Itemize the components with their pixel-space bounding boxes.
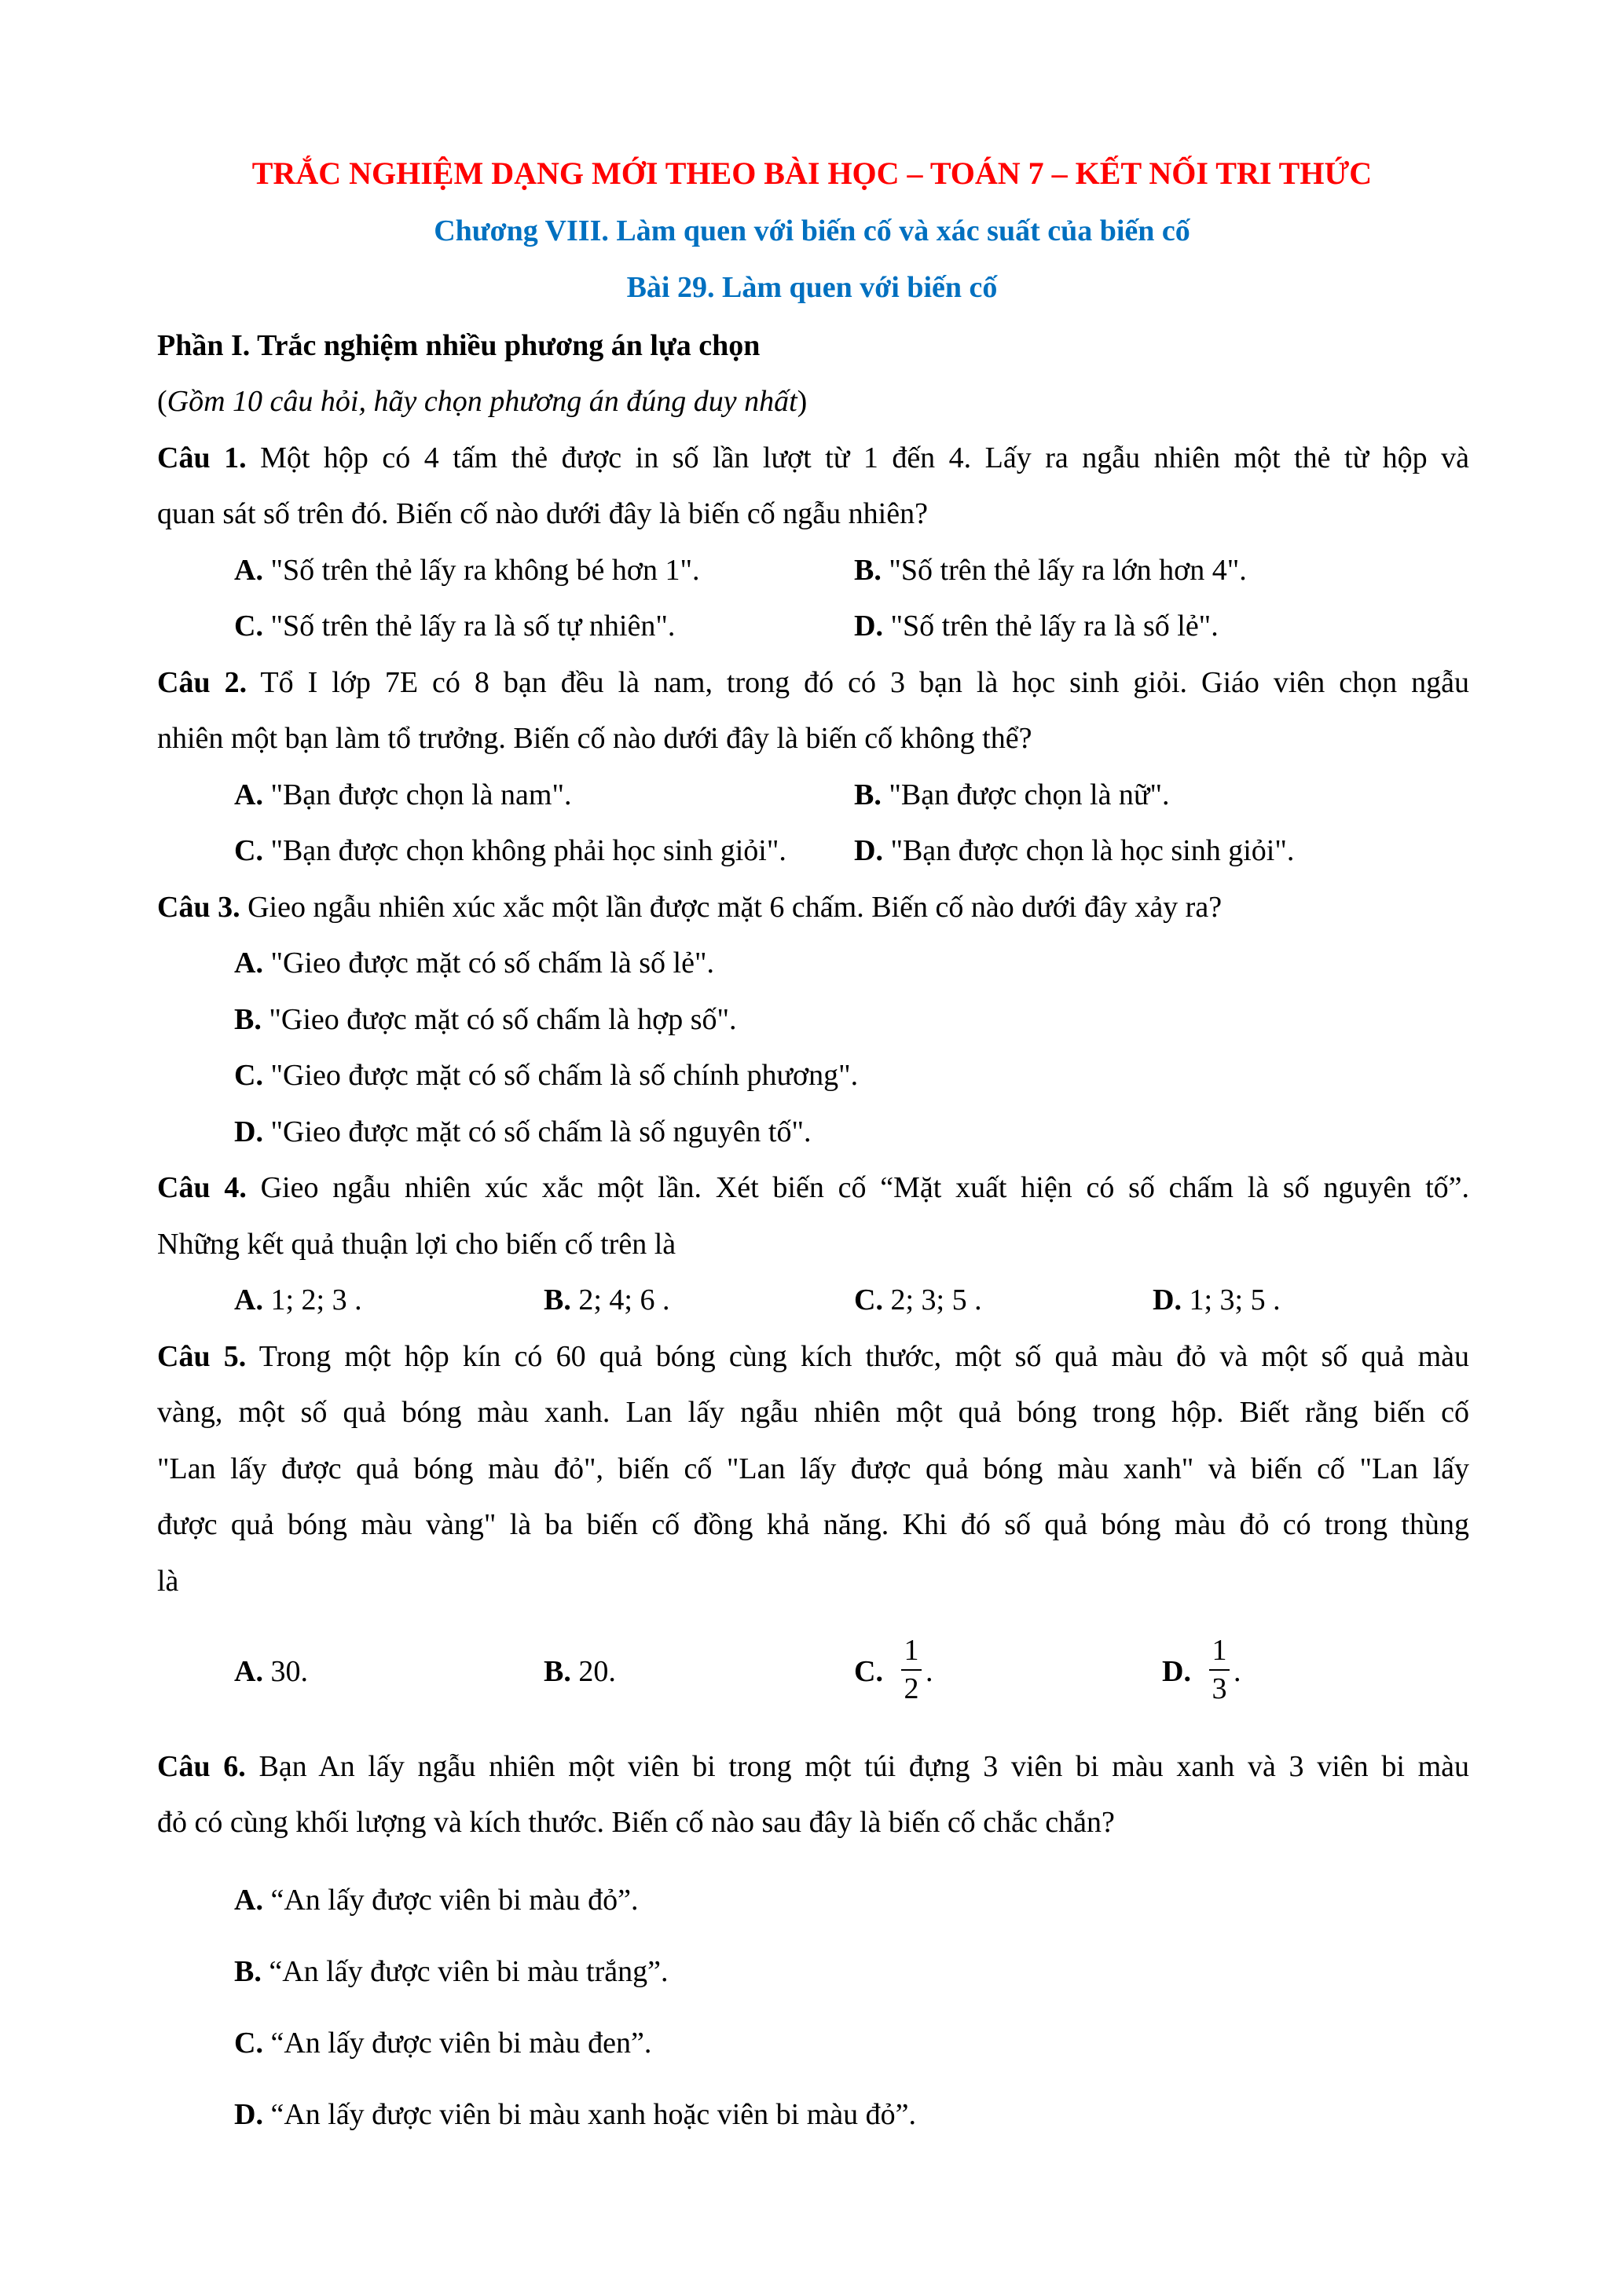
question-4-option-a: A. 1; 2; 3 . — [234, 1283, 362, 1316]
lesson-title: Bài 29. Làm quen với biến cố — [626, 271, 998, 304]
fraction-one-third: 1 3 — [1208, 1635, 1231, 1707]
question-2-option-b: B. "Bạn được chọn là nữ". — [854, 778, 1170, 811]
question-2-line-1: Câu 2. Tổ I lớp 7E có 8 bạn đều là nam, trong đó có 3 bạn là học sinh giỏi. Giáo viên chọn ngẫu — [157, 666, 1470, 699]
question-6-line-1: Câu 6. Bạn An lấy ngẫu nhiên một viên bi trong một túi đựng 3 viên bi màu xanh và 3 viên bi màu — [157, 1750, 1470, 1783]
question-6-option-b: B. “An lấy được viên bi màu trắng”. — [234, 1955, 669, 1988]
question-5-line-2: vàng, một số quả bóng màu xanh. Lan lấy ngẫu nhiên một quả bóng trong hộp. Biết rằng biến cố — [157, 1396, 1469, 1429]
question-label: Câu 6. — [157, 1750, 246, 1783]
question-3-line-1: Câu 3. Gieo ngẫu nhiên xúc xắc một lần được mặt 6 chấm. Biến cố nào dưới đây xảy ra? — [157, 891, 1223, 924]
question-4-option-d: D. 1; 3; 5 . — [1153, 1283, 1281, 1316]
question-1-line-1: Câu 1. Một hộp có 4 tấm thẻ được in số lần lượt từ 1 đến 4. Lấy ra ngẫu nhiên một thẻ từ hộp và — [157, 441, 1470, 474]
question-label: Câu 3. — [157, 891, 240, 924]
question-5-line-5: là — [157, 1565, 179, 1598]
fraction-one-half: 1 2 — [900, 1635, 923, 1707]
question-6-line-2: đỏ có cùng khối lượng và kích thước. Biến cố nào sau đây là biến cố chắc chắn? — [157, 1806, 1115, 1839]
question-6-option-a: A. “An lấy được viên bi màu đỏ”. — [234, 1884, 639, 1917]
question-2-line-2: nhiên một bạn làm tổ trưởng. Biến cố nào dưới đây là biến cố không thể? — [157, 722, 1032, 755]
question-2-option-d: D. "Bạn được chọn là học sinh giỏi". — [854, 834, 1295, 867]
question-label: Câu 5. — [157, 1340, 247, 1373]
question-5-line-1: Câu 5. Trong một hộp kín có 60 quả bóng cùng kích thước, một số quả màu đỏ và một số quả màu — [157, 1340, 1470, 1373]
question-4-option-b: B. 2; 4; 6 . — [544, 1283, 670, 1316]
question-6-option-d: D. “An lấy được viên bi màu xanh hoặc viên bi màu đỏ”. — [234, 2098, 917, 2131]
question-label: Câu 1. — [157, 441, 247, 474]
document-title: TRẮC NGHIỆM DẠNG MỚI THEO BÀI HỌC – TOÁN 7 – KẾT NỐI TRI THỨC — [251, 156, 1373, 191]
question-1-option-b: B. "Số trên thẻ lấy ra lớn hơn 4". — [854, 554, 1247, 587]
question-5-line-3: "Lan lấy được quả bóng màu đỏ", biến cố "Lan lấy được quả bóng màu xanh" và biến cố "Lan lấy — [157, 1452, 1469, 1485]
question-5-option-d: D. — [1162, 1655, 1191, 1688]
question-label: Câu 2. — [157, 666, 247, 699]
question-1-line-2: quan sát số trên đó. Biến cố nào dưới đây là biến cố ngẫu nhiên? — [157, 497, 928, 530]
question-4-line-2: Những kết quả thuận lợi cho biến cố trên là — [157, 1228, 676, 1261]
question-label: Câu 4. — [157, 1171, 247, 1204]
question-1-option-d: D. "Số trên thẻ lấy ra là số lẻ". — [854, 610, 1219, 643]
question-5-option-b: B. 20. — [544, 1655, 616, 1688]
question-5-option-c: C. — [854, 1655, 883, 1688]
part-heading: Phần I. Trắc nghiệm nhiều phương án lựa chọn — [157, 329, 761, 362]
question-5-line-4: được quả bóng màu vàng" là ba biến cố đồng khả năng. Khi đó số quả bóng màu đỏ có trong thùng — [157, 1508, 1469, 1541]
part-note: (Gồm 10 câu hỏi, hãy chọn phương án đúng duy nhất) — [157, 385, 808, 418]
question-6-option-c: C. “An lấy được viên bi màu đen”. — [234, 2027, 652, 2060]
part-note-text: Gồm 10 câu hỏi, hãy chọn phương án đúng duy nhất — [167, 385, 797, 418]
question-4-line-1: Câu 4. Gieo ngẫu nhiên xúc xắc một lần. Xét biến cố “Mặt xuất hiện có số chấm là số nguyên tố”. — [157, 1171, 1469, 1204]
question-3-option-c: C. "Gieo được mặt có số chấm là số chính phương". — [234, 1059, 859, 1092]
question-2-option-a: A. "Bạn được chọn là nam". — [234, 778, 572, 811]
question-5-option-d-period: . — [1234, 1655, 1241, 1688]
question-2-option-c: C. "Bạn được chọn không phải học sinh giỏi". — [234, 834, 786, 867]
question-3-option-a: A. "Gieo được mặt có số chấm là số lẻ". — [234, 947, 714, 980]
question-1-option-c: C. "Số trên thẻ lấy ra là số tự nhiên". — [234, 610, 676, 643]
question-3-option-b: B. "Gieo được mặt có số chấm là hợp số". — [234, 1003, 737, 1036]
question-1-option-a: A. "Số trên thẻ lấy ra không bé hơn 1". — [234, 554, 700, 587]
question-5-option-c-period: . — [926, 1655, 933, 1688]
question-5-option-a: A. 30. — [234, 1655, 308, 1688]
question-3-option-d: D. "Gieo được mặt có số chấm là số nguyên tố". — [234, 1115, 812, 1148]
chapter-title: Chương VIII. Làm quen với biến cố và xác suất của biến cố — [434, 214, 1190, 247]
question-4-option-c: C. 2; 3; 5 . — [854, 1283, 982, 1316]
